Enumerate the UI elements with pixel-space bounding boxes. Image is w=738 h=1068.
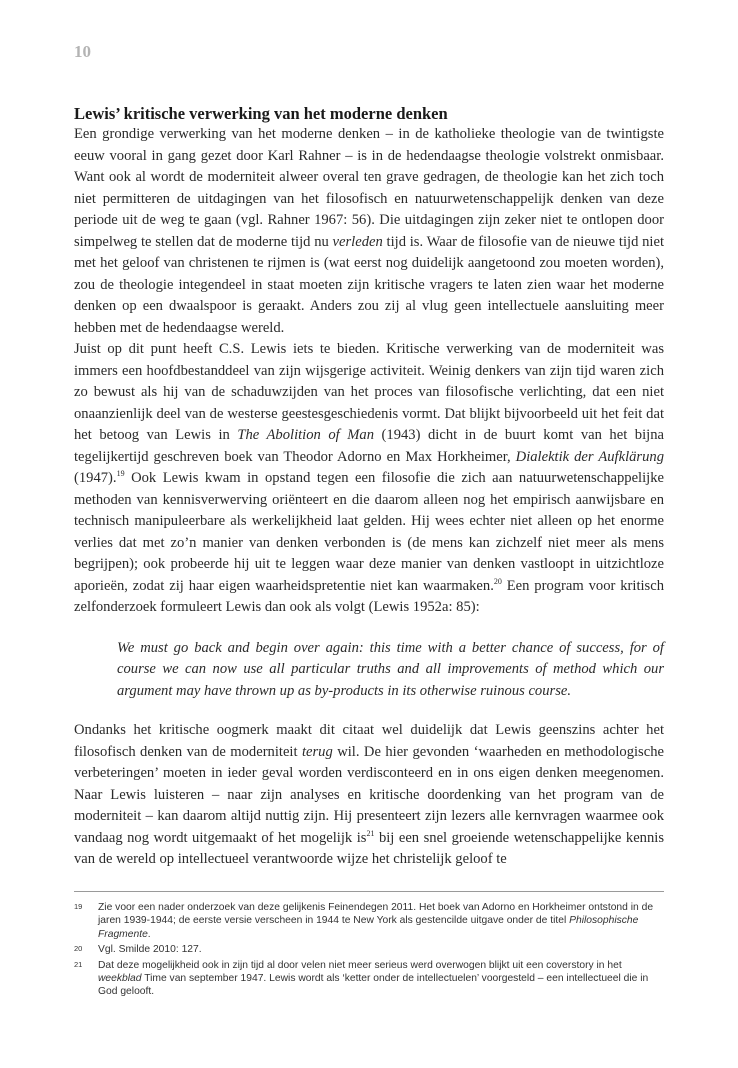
footnote-text [98, 901, 664, 941]
footnote-20 [74, 943, 664, 956]
block-quote: We must go back and begin over again: this time with a better chance of success, for of course we can now use all particular truths and all improvements of method which our argument may have thrown up as by-products in its otherwise ruinous course. [117, 639, 664, 699]
p3-text-a: Ondanks het kritische oogmerk maakt dit citaat wel duidelijk dat Lewis geenszins achter het filosofisch denken van de moderniteit [74, 722, 664, 760]
footnote-number: 21 [74, 959, 83, 969]
footnote-text-b: Time van september 1947. Lewis wordt als ‘ketter onder de intellectuelen’ voorgesteld – een intellectueel die in God gelooft. [98, 973, 649, 998]
footnote-21 [74, 959, 664, 999]
p3-text-c: bij een snel groeiende wetenschappelijke kennis van de wereld op intellectueel verantwoorde wijze het christelijk geloof te [74, 829, 664, 867]
p2-book-title-dialektik: Dialektik der Aufklärung [515, 448, 664, 465]
footnote-19 [74, 901, 664, 941]
footnote-text-b: . [147, 928, 151, 940]
p2-text-e: Een program voor kritisch zelfonderzoek formuleert Lewis dan ook als volgt (Lewis 1952a: 85): [74, 577, 665, 615]
footnote-divider [74, 891, 664, 892]
p3-text-b: wil. De hier gevonden ‘waarheden en methodologische verbeteringen’ moeten in ieder geval worden verdisconteerd en in ons eigen denken meegenomen. Naar Lewis luisteren – naar zijn analyses en kritische doordenking van het program van de moderniteit – kan daarom altijd nuttig zijn. Hij presenteert zijn lezers alle kernvragen waarmee ook vandaag nog wordt uitgemaakt of het mogelijk is [74, 743, 664, 846]
p1-emphasis: verleden [332, 233, 383, 250]
section-heading: Lewis’ kritische verwerking van het moderne denken [74, 104, 448, 123]
footnote-ref-19[interactable]: 19 [116, 469, 125, 478]
footnote-text [98, 959, 664, 999]
footnote-number: 20 [74, 944, 83, 954]
main-text [74, 103, 664, 871]
p1-text-a: Een grondige verwerking van het moderne denken – in de katholieke theologie van de twintigste eeuw vooral in gang gezet door Karl Rahner – is in de hedendaagse theologie volstrekt onmisbaar. Want ook al wordt de moderniteit alweer overal ten grave gedragen, de theologie kan het zich toch niet permitteren de uitdagingen van het filosofisch en natuurwetenschappelijk denken van deze periode uit de weg te gaan (vgl. Rahner 1967: 56). Die uitdagingen zijn zeker niet te ontlopen door simpelweg te stellen dat de moderne tijd nu [74, 126, 664, 250]
footnote-number: 19 [74, 902, 83, 911]
footnote-title: Philosophische Fragmente [98, 915, 639, 940]
paragraph-3 [74, 720, 664, 871]
footnote-emphasis: weekblad [98, 973, 142, 985]
paragraph-2 [74, 339, 664, 619]
p3-emphasis: terug [301, 743, 333, 760]
p2-text-a: Juist op dit punt heeft C.S. Lewis iets te bieden. Kritische verwerking van de moderniteit was immers een hoofdbestanddeel van zijn wijsgerige activiteit. Weinig denkers van zijn tijd waren zich zo bewust als hij van de schaduwzijden van het proces van filosofische verlichting, dat een niet onaanzienlijk deel van de westerse geestesgeschiedenis vormt. Dat blijkt bijvoorbeeld uit het feit dat het betoog van Lewis in [74, 341, 664, 443]
p2-text-d: Ook Lewis kwam in opstand tegen een filosofie die zich aan natuurwetenschappelijke methoden van kennisverwerving oriënteert en die daarom alleen nog het empirisch aanwijsbare en technisch manipuleerbare als werkelijkheid laat gelden. Hij wees echter niet alleen op het enorme verlies dat met zo’n manier van denken verbonden is (de mens kan zichzelf niet meer als mens begrijpen); ook probeerde hij uit te leggen waar deze manier van denken vastloopt in uitzichtloze aporieën, zodat zij haar eigen waarheidspretentie niet kan waarmaken. [74, 470, 664, 594]
footnote-text-a: Dat deze mogelijkheid ook in zijn tijd al door velen niet meer serieus werd overwogen blijkt uit een coverstory in het [98, 959, 622, 971]
footnotes [74, 891, 664, 1001]
footnote-text-a: Zie voor een nader onderzoek van deze gelijkenis Feinendegen 2011. Het boek van Adorno en Horkheimer ontstond in de jaren 1939-1944; de eerste versie verscheen in 1944 te New York als gestencilde uitgave onder de titel [98, 902, 654, 927]
p2-text-b: (1943) dicht in de buurt komt van het bijna tegelijkertijd geschreven boek van Theodor Adorno en Max Horkheimer, [74, 427, 664, 465]
footnote-ref-20[interactable]: 20 [493, 576, 502, 586]
page-number: 10 [74, 42, 91, 61]
p2-text-c: (1947). [74, 470, 117, 486]
footnote-ref-21[interactable]: 21 [366, 828, 375, 838]
p2-book-title-abolition: The Abolition of Man [237, 427, 375, 443]
p1-text-b: tijd is. Waar de filosofie van de nieuwe tijd niet met het geloof van christenen te rijmen is (wat eerst nog duidelijk aangetoond zou moeten worden), zou de theologie integendeel in staat moeten zijn kritische vragers te laten zien waar het moderne denken op een dwaalspoor is geraakt. Anders zou zij al vlug geen intellectuele aansluiting meer hebben met de hedendaagse wereld. [74, 233, 664, 336]
footnote-text: Vgl. Smilde 2010: 127. [98, 944, 202, 956]
paragraph-1 [74, 124, 664, 339]
